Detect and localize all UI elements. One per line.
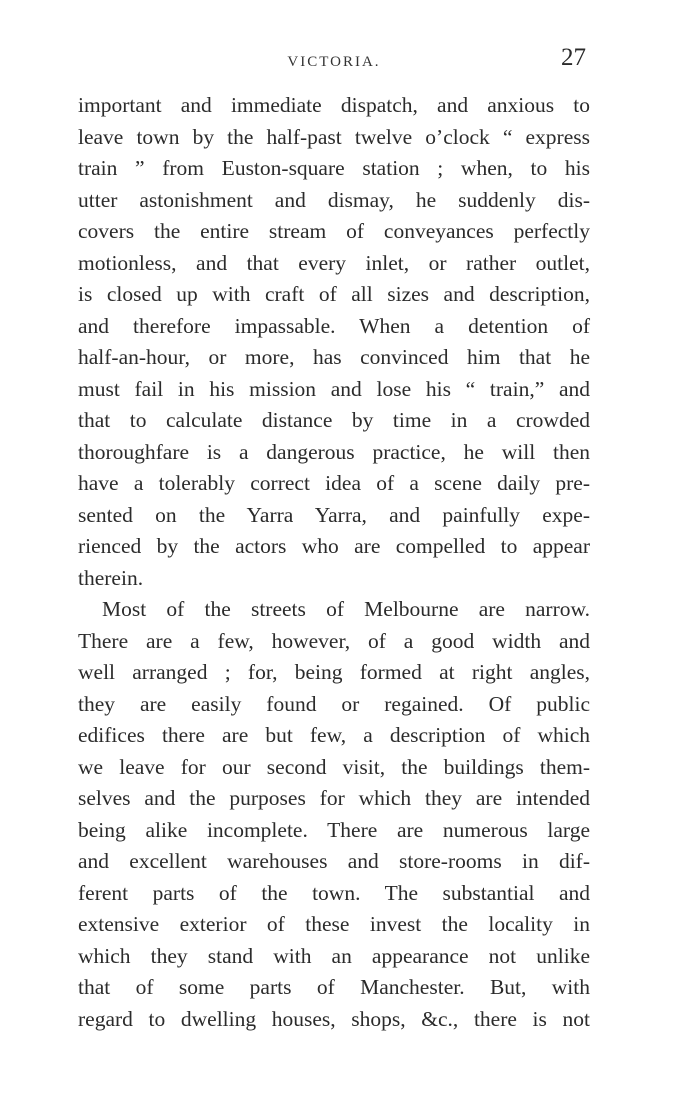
text-line: that to calculate distance by time in a crowded [78, 408, 590, 432]
text-line: they are easily found or regained. Of public [78, 691, 590, 716]
text-line: ferent parts of the town. The substantial and [78, 880, 590, 905]
text-line: sented on the Yarra Yarra, and painfully expe- [78, 502, 590, 527]
text-line: leave town by the half-past twelve o’clock “ express [78, 124, 590, 149]
text-line: rienced by the actors who are compelled to appear [78, 534, 590, 558]
text-line: regard to dwelling houses, shops, &c., there is not [78, 1006, 590, 1031]
text-line: that of some parts of Manchester. But, with [78, 975, 590, 999]
paragraph-melbourne-streets [78, 594, 590, 1035]
text-line: covers the entire stream of conveyances perfectly [78, 219, 590, 243]
body-text [78, 90, 590, 1035]
text-line: extensive exterior of these invest the locality in [78, 912, 590, 936]
text-line: and therefore impassable. When a detention of [78, 313, 590, 338]
text-line: Most of the streets of Melbourne are narrow. [102, 597, 590, 621]
running-head-title: VICTORIA. [287, 54, 381, 70]
text-line: train ” from Euston-square station ; when, to his [78, 156, 590, 180]
text-line: selves and the purposes for which they are intended [78, 786, 590, 810]
text-line: therein. [78, 565, 144, 590]
text-line: which they stand with an appearance not unlike [78, 943, 590, 968]
text-line: utter astonishment and dismay, he suddenly dis- [78, 187, 590, 212]
paragraph-continuation [78, 90, 590, 594]
text-line: thoroughfare is a dangerous practice, he will then [78, 439, 590, 464]
text-line: must fail in his mission and lose his “ train,” and [78, 376, 590, 401]
text-line: edifices there are but few, a description of which [78, 723, 590, 747]
text-line: and excellent warehouses and store-rooms in dif- [78, 849, 590, 873]
text-line: we leave for our second visit, the buildings them- [78, 754, 590, 779]
text-line: is closed up with craft of all sizes and description, [78, 282, 590, 306]
text-line: There are a few, however, of a good width and [78, 628, 590, 653]
text-line: being alike incomplete. There are numerous large [78, 817, 590, 842]
running-head [78, 44, 590, 78]
page-number: 27 [561, 44, 586, 71]
text-line: have a tolerably correct idea of a scene daily pre- [78, 471, 590, 495]
text-line: motionless, and that every inlet, or rather outlet, [78, 250, 590, 275]
text-line: important and immediate dispatch, and anxious to [78, 93, 590, 117]
text-line: well arranged ; for, being formed at right angles, [78, 660, 590, 684]
text-line: half-an-hour, or more, has convinced him that he [78, 345, 590, 369]
